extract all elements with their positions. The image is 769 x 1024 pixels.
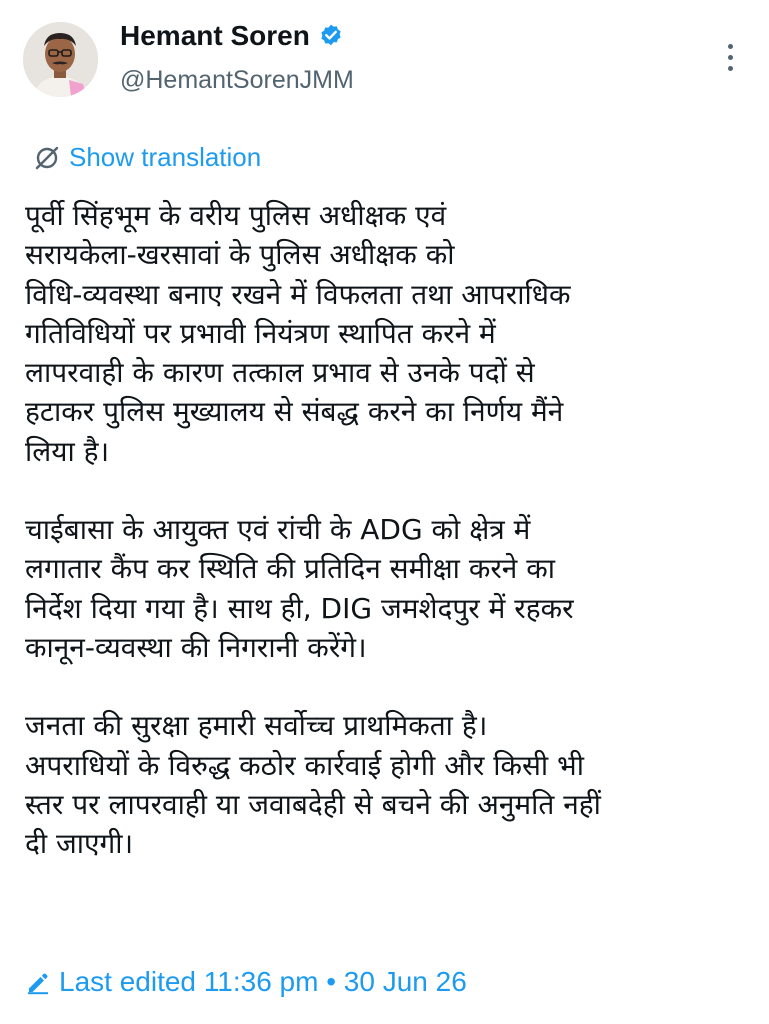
post-line: अपराधियों के विरुद्ध कठोर कार्रवाई होगी और किसी भी [25, 748, 584, 782]
edit-pencil-icon [25, 969, 51, 995]
avatar[interactable] [23, 22, 98, 97]
post-line: स्तर पर लापरवाही या जवाबदेही से बचने की अनुमति नहीं [25, 787, 601, 821]
edit-history-link[interactable] [25, 966, 467, 998]
show-translation-button[interactable] [33, 142, 261, 173]
post-line: सरायकेला-खरसावां के पुलिस अधीक्षक को [25, 238, 455, 272]
show-translation-label: Show translation [69, 142, 262, 172]
post-line: हटाकर पुलिस मुख्यालय से संबद्ध करने का निर्णय मैंने [25, 395, 564, 429]
translate-icon [33, 144, 61, 172]
last-edited-timestamp: Last edited 11:36 pm • 30 Jun 26 [59, 966, 467, 997]
post-body [25, 196, 740, 902]
post-line: कानून-व्यवस्था की निगरानी करेंगे। [25, 630, 367, 664]
author-display-name[interactable]: Hemant Soren [120, 20, 310, 51]
post-paragraph-2 [25, 510, 740, 667]
post-paragraph-3 [25, 706, 740, 863]
avatar-portrait-icon [23, 22, 98, 97]
post-line: विधि-व्यवस्था बनाए रखने में विफलता तथा आपराधिक [25, 277, 571, 311]
name-row [120, 20, 344, 52]
post-line: पूर्वी सिंहभूम के वरीय पुलिस अधीक्षक एवं [25, 199, 447, 232]
post-line: जनता की सुरक्षा हमारी सर्वोच्च प्राथमिकता है। [25, 709, 488, 743]
post-line: दी जाएगी। [25, 827, 134, 861]
post-line: लगातार कैंप कर स्थिति की प्रतिदिन समीक्षा करने का [25, 552, 555, 586]
post-line: लिया है। [25, 434, 110, 468]
post-header [0, 0, 769, 120]
more-vertical-icon[interactable] [720, 44, 740, 78]
post-line: गतिविधियों पर प्रभावी नियंत्रण स्थापित करने में [25, 316, 496, 350]
post-line: निर्देश दिया गया है। साथ ही, DIG जमशेदपुर में रहकर [25, 591, 574, 625]
post-line: लापरवाही के कारण तत्काल प्रभाव से उनके पदों से [25, 356, 535, 390]
verified-badge-icon [318, 23, 344, 49]
post-paragraph-1 [25, 196, 740, 471]
post-line: चाईबासा के आयुक्त एवं रांची के ADG को क्षेत्र में [25, 513, 531, 547]
author-handle[interactable]: @HemantSorenJMM [120, 66, 354, 94]
